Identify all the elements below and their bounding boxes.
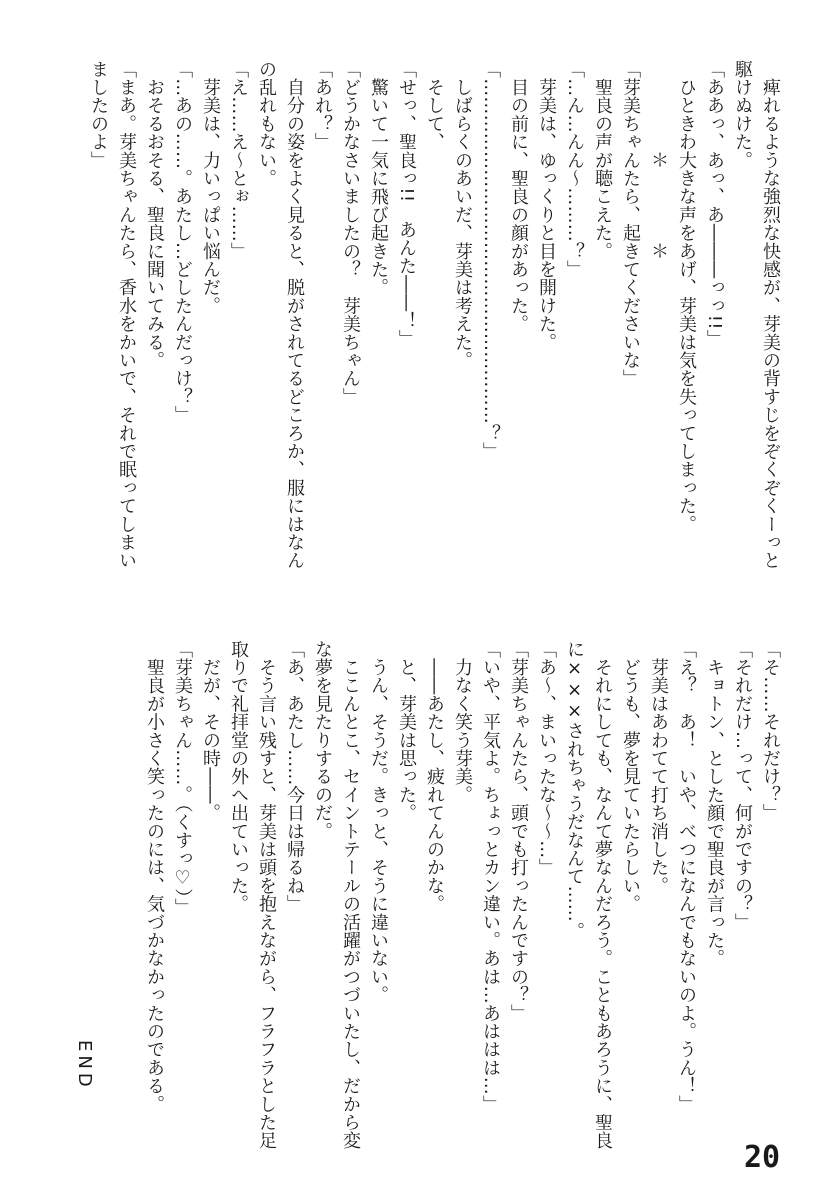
text-line: 「せっ、聖良っ!! あんた――！」 <box>396 60 417 348</box>
text-line: 芽美は、ゆっくりと目を開けた。 <box>536 60 557 352</box>
text-line: しばらくのあいだ、芽美は考えた。 <box>452 60 473 370</box>
text-line: ひときわ大きな声をあげ、芽美は気を失ってしまった。 <box>676 60 697 534</box>
text-line: に×××されちゃうだなんて……。 <box>564 640 585 941</box>
story-text-upper <box>84 60 784 570</box>
text-line: 「芽美ちゃん……。（くすっ♡）」 <box>172 640 193 917</box>
text-line: 駆けぬけた。 <box>732 60 753 170</box>
text-line: 芽美は、力いっぱい悩んだ。 <box>200 60 221 315</box>
text-line: 驚いて一気に飛び起きた。 <box>368 60 389 297</box>
text-line: 「そ……それだけ？」 <box>760 640 781 822</box>
text-line: おそるおそる、聖良に聞いてみる。 <box>144 60 165 370</box>
end-mark: END <box>74 1040 95 1091</box>
text-line: 「まあ。芽美ちゃんたら、香水をかいで、それで眠ってしまい <box>116 60 137 570</box>
text-line: 取りで礼拝堂の外へ出ていった。 <box>228 640 249 913</box>
text-line: ましたのよ」 <box>88 60 109 170</box>
text-line: 芽美はあわてて打ち消した。 <box>648 640 669 895</box>
text-line: 「…ん…んん〜………？」 <box>564 60 585 279</box>
text-line: 力なく笑う芽美。 <box>452 640 473 804</box>
text-line: 「いや、平気よ。ちょっとカン違い。あは…あははは…」 <box>480 640 501 1114</box>
text-line: 「どうかなさいましたの？ 芽美ちゃん」 <box>340 60 361 406</box>
text-line: 聖良が小さく笑ったのには、気づかなかったのである。 <box>144 640 165 1114</box>
text-line: 聖良の声が聴こえた。 <box>592 60 613 261</box>
text-line: 「…あの……。あたし…どしたんだっけ？」 <box>172 60 193 424</box>
text-line: 「芽美ちゃんたら、起きてくださいな」 <box>620 60 641 388</box>
text-line: 「あ〜、まいったな〜〜…」 <box>536 640 557 877</box>
text-line: な夢を見たりするのだ。 <box>312 640 333 841</box>
text-line: ここんとこ、セイントテールの活躍がつづいたし、だから変 <box>340 640 361 1150</box>
text-line: 目の前に、聖良の顔があった。 <box>508 60 529 333</box>
text-line: 「え？ あ！ いや、べつになんでもないのよ。うん！」 <box>676 640 697 1114</box>
text-line: そして、 <box>424 60 445 151</box>
text-line: 痺れるような強烈な快感が、芽美の背すじをぞくぞくーっと <box>760 60 781 570</box>
text-line: 自分の姿をよく見ると、脱がされてるどころか、服にはなん <box>284 60 305 570</box>
page-number: 20 <box>744 1140 781 1175</box>
text-line: ――あたし、疲れてんのかな。 <box>424 640 445 913</box>
story-text-lower <box>140 640 784 1150</box>
text-line: どうも、夢を見ていたらしい。 <box>620 640 641 913</box>
text-line: 「芽美ちゃんたら、頭でも打ったんですの？」 <box>508 640 529 1023</box>
text-line: 「あ、あたし……今日は帰るね」 <box>284 640 305 913</box>
text-line: だが、その時――。 <box>200 640 221 822</box>
text-line: 「え……え〜とぉ……」 <box>228 60 249 261</box>
text-line: 「あれ？」 <box>312 60 333 151</box>
text-line: うん、そうだ。きっと、そうに違いない。 <box>368 640 389 1004</box>
text-line: 「それだけ…って、何がですの？」 <box>732 640 753 932</box>
text-line: そう言い残すと、芽美は頭を抱えながら、フラフラとした足 <box>256 640 277 1150</box>
text-line: キョトン、とした顔で聖良が言った。 <box>704 640 725 968</box>
text-line: の乱れもない。 <box>256 60 277 188</box>
text-line: と、芽美は思った。 <box>396 640 417 822</box>
text-line: それにしても、なんて夢なんだろう。こともあろうに、聖良 <box>592 640 613 1150</box>
text-line: 「ああっ、あっ、あ―――っっ!!」 <box>704 60 725 348</box>
text-line: ＊ ＊ <box>648 60 669 261</box>
text-line: 「…………………………………………………？」 <box>480 60 501 461</box>
